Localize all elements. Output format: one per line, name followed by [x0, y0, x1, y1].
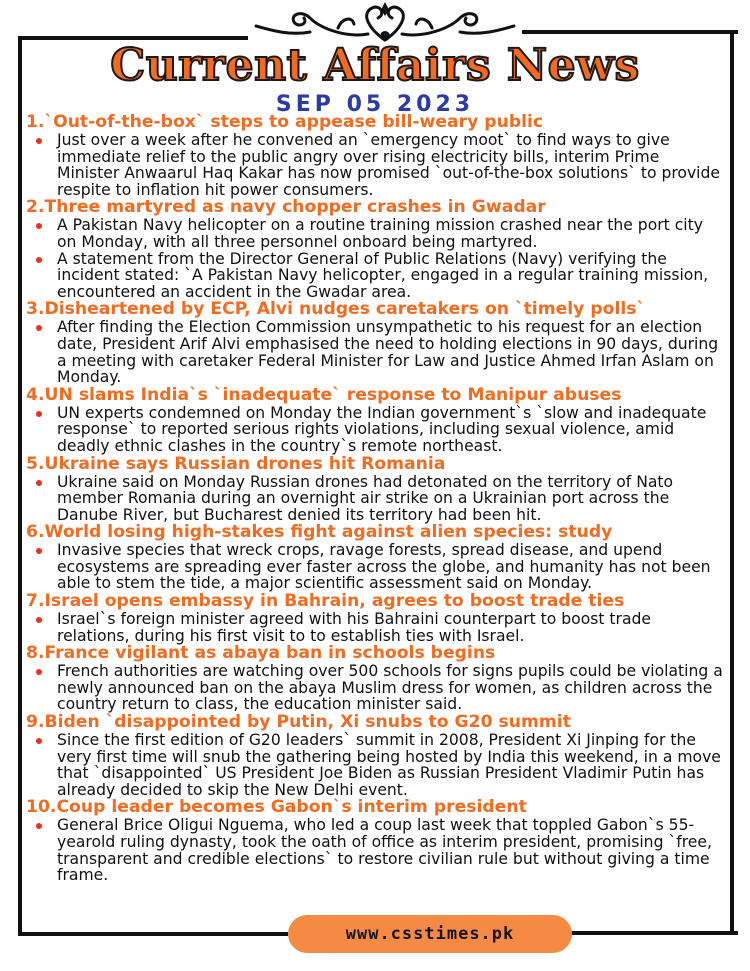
- news-item: [26, 798, 726, 883]
- news-list: [26, 113, 726, 884]
- news-headline: 6.World losing high-stakes fight against alien species: study: [26, 522, 613, 543]
- news-bullet: Israel`s foreign minister agreed with his Bahraini counterpart to boost trade relations, during his first visit to to establish ties with Israel.: [26, 611, 726, 644]
- news-headline: 3.Disheartened by ECP, Alvi nudges caretakers on `timely polls`: [26, 299, 646, 320]
- news-item: [26, 455, 726, 524]
- issue-date: SEP 05 2023: [275, 92, 475, 117]
- news-item: [26, 386, 726, 455]
- news-item: [26, 113, 726, 198]
- page-title: Current Affairs News: [110, 40, 640, 91]
- news-bullet-list: [26, 474, 726, 524]
- news-headline: 10.Coup leader becomes Gabon`s interim president: [26, 797, 527, 818]
- news-bullet-list: [26, 817, 726, 883]
- news-bullet: General Brice Oligui Nguema, who led a coup last week that toppled Gabon`s 55-yearold ruling dynasty, took the oath of office as interim president, promising `free, transparent and credible elections` to restore civilian rule but without giving a time frame.: [26, 817, 726, 883]
- news-headline: 1.`Out-of-the-box` steps to appease bill-weary public: [26, 112, 544, 132]
- news-bullet-list: [26, 732, 726, 798]
- news-bullet-list: [26, 663, 726, 713]
- news-bullet-list: [26, 217, 726, 300]
- news-item: [26, 644, 726, 713]
- news-bullet: Since the first edition of G20 leaders` summit in 2008, President Xi Jinping for the very first time will snub the gathering being hosted by India this weekend, in a move that `disappointed` US President Joe Biden as Russian President Vladimir Putin has already decided to skip the New Delhi event.: [26, 732, 726, 798]
- news-item: [26, 523, 726, 592]
- news-item: [26, 300, 726, 385]
- news-headline: 2.Three martyred as navy chopper crashes in Gwadar: [26, 197, 546, 218]
- frame-bottom-left: [18, 932, 288, 936]
- frame-right: [730, 30, 734, 935]
- news-bullet: French authorities are watching over 500 schools for signs pupils could be violating a newly announced ban on the abaya Muslim dress for women, as children across the country return to class, the education minister said.: [26, 663, 726, 713]
- news-item: [26, 592, 726, 644]
- news-bullet-list: [26, 542, 726, 592]
- news-headline: 7.Israel opens embassy in Bahrain, agrees to boost trade ties: [26, 591, 625, 612]
- news-bullet-list: [26, 319, 726, 385]
- news-bullet: A statement from the Director General of Public Relations (Navy) verifying the incident stated: `A Pakistan Navy helicopter, engaged in a regular training mission, encountered an accident in the Gwadar area.: [26, 251, 726, 301]
- news-bullet-list: [26, 611, 726, 644]
- website-badge[interactable]: www.csstimes.pk: [288, 915, 572, 953]
- frame-left: [18, 36, 22, 936]
- frame-top-right: [522, 30, 738, 34]
- news-item: [26, 198, 726, 300]
- news-bullet: Ukraine said on Monday Russian drones had detonated on the territory of Nato member Romania during an overnight air strike on a Ukrainian port across the Danube River, but Bucharest denied its territory had been hit.: [26, 474, 726, 524]
- news-bullet: Just over a week after he convened an `emergency moot` to find ways to give immediate relief to the public angry over rising electricity bills, interim Prime Minister Anwaarul Haq Kakar has now promised `out-of-the-box solutions` to provide respite to inflation hit power consumers.: [26, 132, 726, 198]
- news-item: [26, 713, 726, 798]
- news-bullet: A Pakistan Navy helicopter on a routine training mission crashed near the port city on Monday, with all three personnel onboard being martyred.: [26, 217, 726, 250]
- news-bullet: Invasive species that wreck crops, ravage forests, spread disease, and upend ecosystems are spreading ever faster across the globe, and humanity has not been able to stem the tide, a major scientific assessment said on Monday.: [26, 542, 726, 592]
- news-headline: 5.Ukraine says Russian drones hit Romania: [26, 453, 446, 474]
- news-headline: 9.Biden `disappointed by Putin, Xi snubs to G20 summit: [26, 712, 571, 733]
- news-bullet-list: [26, 405, 726, 455]
- news-headline: 4.UN slams India`s `inadequate` response to Manipur abuses: [26, 384, 622, 405]
- frame-bottom-right: [560, 931, 738, 935]
- news-bullet: UN experts condemned on Monday the Indian government`s `slow and inadequate response` to reported serious rights violations, including sexual violence, amid deadly ethnic clashes in the country`s remote northeast.: [26, 405, 726, 455]
- news-headline: 8.France vigilant as abaya ban in schools begins: [26, 643, 496, 664]
- news-bullet-list: [26, 132, 726, 198]
- news-bullet: After finding the Election Commission unsympathetic to his request for an election date, President Arif Alvi emphasised the need to holding elections in 90 days, during a meeting with caretaker Federal Minister for Law and Justice Ahmed Irfan Aslam on Monday.: [26, 319, 726, 385]
